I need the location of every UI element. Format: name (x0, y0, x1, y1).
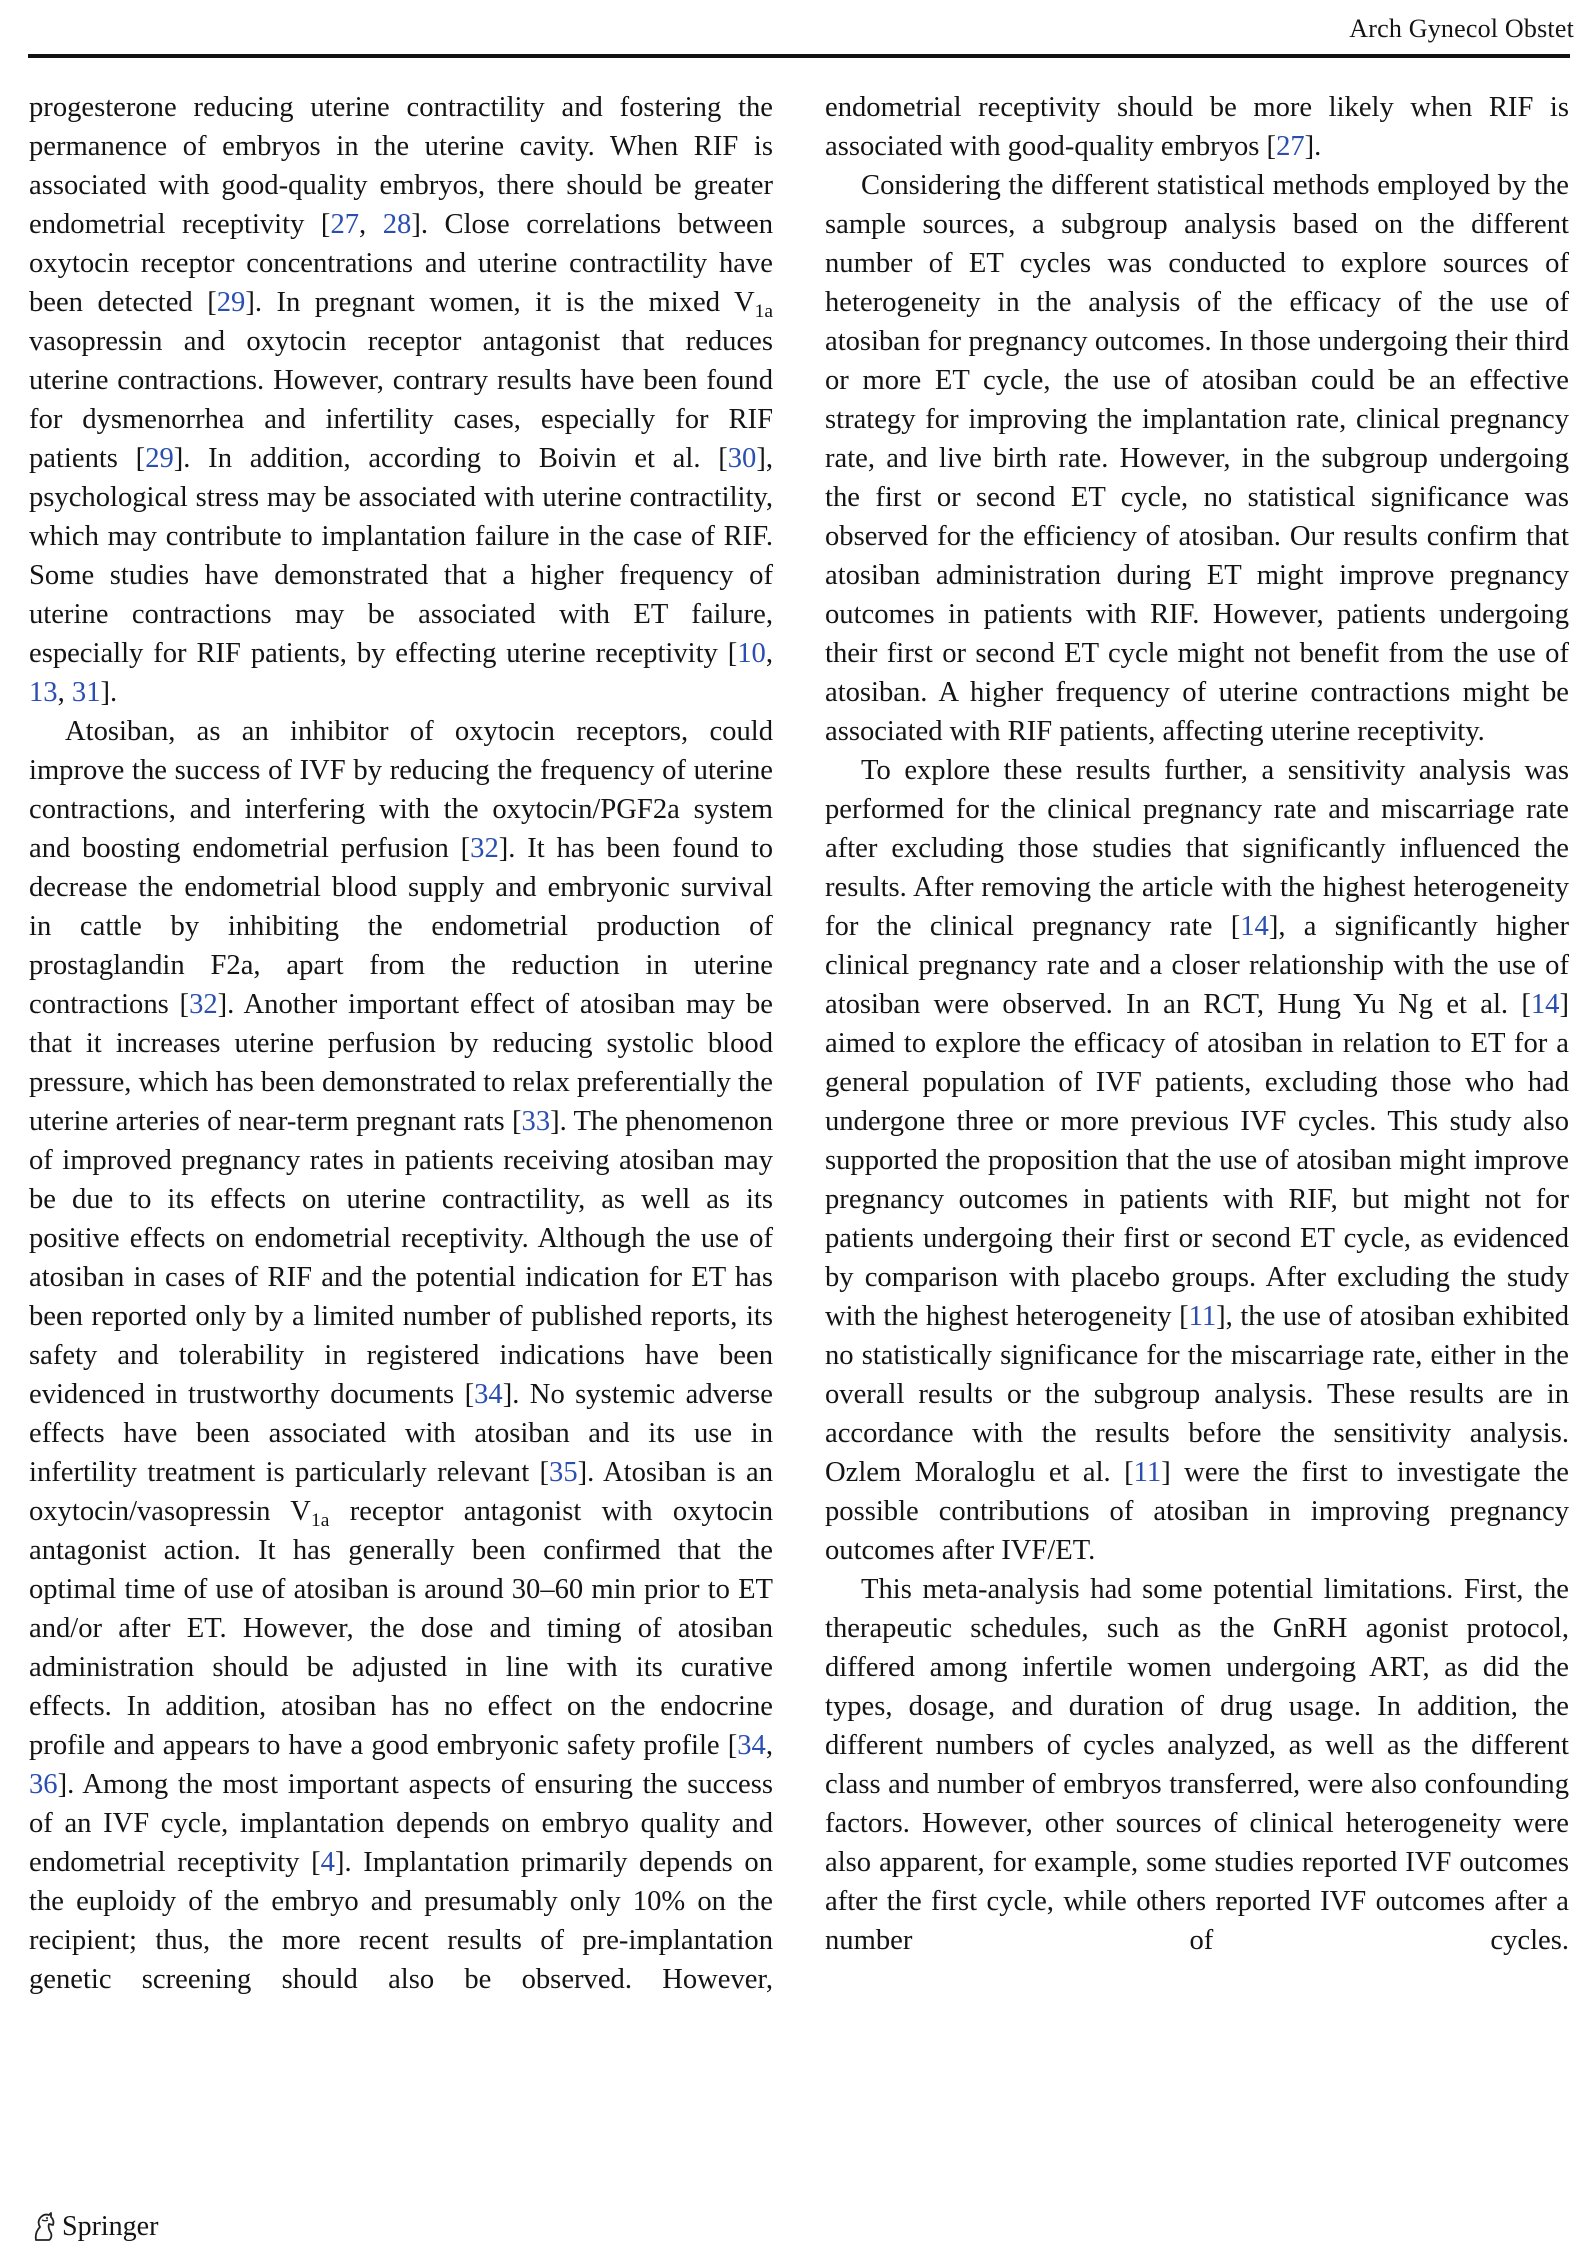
left-column (29, 88, 773, 1999)
citation-link[interactable]: 30 (727, 443, 757, 474)
left-paragraph-2: Atosiban, as an inhibitor of oxytocin receptors, could improve the success of IVF by reducing the frequency of uterine contractions, and interfering with the oxytocin/PGF2a system and boosting endometrial perfusion [32]. It has been found to decrease the endometrial blood supply and embryonic survival in cattle by inhibiting the endometrial production of prostaglandin F2a, apart from the reduction in uterine contractions [32]. Another important effect of atosiban may be that it increases uterine perfusion by reducing systolic blood pressure, which has been demonstrated to relax preferentially the uterine arteries of near-term pregnant rats [33]. The phenomenon of improved pregnancy rates in patients receiving atosiban may be due to its effects on uterine contractility, as well as its positive effects on endometrial receptivity. Although the use of atosiban in cases of RIF and the potential indication for ET has been reported only by a limited number of published reports, its safety and tolerability in registered indications have been evidenced in trustworthy documents [34]. No systemic adverse effects have been associated with atosiban and its use in infertility treatment is particularly relevant [35]. Atosiban is an oxytocin/vasopressin $V_{1a}$ receptor antagonist with oxytocin antagonist action. It has generally been confirmed that the optimal time of use of atosiban is around 30–60 min prior to ET and/or after ET. However, the dose and timing of atosiban administration should be adjusted in line with its curative effects. In addition, atosiban has no effect on the endocrine profile and appears to have a good embryonic safety profile [34, 36]. Among the most important aspects of ensuring the success of an IVF cycle, implantation depends on embryo quality and endometrial receptivity [4]. Implantation primarily depends on the euploidy of the embryo and presumably only 10% on the recipient; thus, the more recent results of pre-implantation genetic screening should also be observed. However, (29, 716, 774, 1995)
citation-link[interactable]: 35 (549, 1457, 578, 1488)
citation-link[interactable]: 36 (29, 1769, 58, 1800)
citation-link[interactable]: 31 (71, 677, 101, 708)
citation-link[interactable]: 4 (320, 1847, 335, 1878)
citation-link[interactable]: 13 (29, 677, 58, 708)
springer-horse-icon (30, 2212, 56, 2242)
citation-link[interactable]: 27 (330, 209, 360, 240)
citation-link[interactable]: 14 (1530, 989, 1560, 1020)
citation-link[interactable]: 29 (216, 287, 246, 318)
footer-publisher (30, 2207, 158, 2247)
citation-link[interactable]: 10 (737, 638, 766, 669)
publisher-name: Springer (62, 2211, 159, 2242)
right-column (825, 88, 1569, 1960)
citation-link[interactable]: 14 (1240, 911, 1269, 942)
citation-link[interactable]: 28 (382, 209, 412, 240)
citation-link[interactable]: 32 (470, 833, 499, 864)
citation-link[interactable]: 27 (1276, 131, 1305, 162)
running-head-journal: Arch Gynecol Obstet (1349, 14, 1574, 43)
right-paragraph-3: To explore these results further, a sensitivity analysis was performed for the clinical pregnancy rate and miscarriage rate after excluding those studies that significantly influenced the results. After removing the article with the highest heterogeneity for the clinical pregnancy rate [14], a significantly higher clinical pregnancy rate and a closer relationship with the use of atosiban were observed. In an RCT, Hung Yu Ng et al. [14] aimed to explore the efficacy of atosiban in relation to ET for a general population of IVF patients, excluding those who had undergone three or more previous IVF cycles. This study also supported the proposition that the use of atosiban might improve pregnancy outcomes in patients with RIF, but might not for patients undergoing their first or second ET cycle, as evidenced by comparison with placebo groups. After excluding the study with the highest heterogeneity [11], the use of atosiban exhibited no statistically significance for the miscarriage rate, either in the overall results or the subgroup analysis. These results are in accordance with the results before the sensitivity analysis. Ozlem Moraloglu et al. [11] were the first to investigate the possible contributions of atosiban in improving pregnancy outcomes after IVF/ET. (825, 755, 1569, 1566)
left-paragraph-1: progesterone reducing uterine contractility and fostering the permanence of embryos in the uterine cavity. When RIF is associated with good-quality embryos, there should be greater endometrial receptivity [27, 28]. Close correlations between oxytocin receptor concentrations and uterine contractility have been detected [29]. In pregnant women, it is the mixed $V_{1a}$ vasopressin and oxytocin receptor antagonist that reduces uterine contractions. However, contrary results have been found for dysmenorrhea and infertility cases, especially for RIF patients [29]. In addition, according to Boivin et al. [30], psychological stress may be associated with uterine contractility, which may contribute to implantation failure in the case of RIF. Some studies have demonstrated that a higher frequency of uterine contractions may be associated with ET failure, especially for RIF patients, by effecting uterine receptivity [10, 13, 31]. (29, 92, 773, 708)
citation-link[interactable]: 34 (474, 1379, 503, 1410)
citation-link[interactable]: 11 (1133, 1457, 1162, 1488)
right-paragraph-2: Considering the different statistical methods employed by the sample sources, a subgroup analysis based on the different number of ET cycles was conducted to explore sources of heterogeneity in the analysis of the efficacy of the use of atosiban for pregnancy outcomes. In those undergoing their third or more ET cycle, the use of atosiban could be an effective strategy for improving the implantation rate, clinical pregnancy rate, and live birth rate. However, in the subgroup undergoing the first or second ET cycle, no statistical significance was observed for the efficiency of atosiban. Our results confirm that atosiban administration during ET might improve pregnancy outcomes in patients with RIF. However, patients undergoing their first or second ET cycle might not benefit from the use of atosiban. A higher frequency of uterine contractions might be associated with RIF patients, affecting uterine receptivity. (825, 170, 1569, 747)
citation-link[interactable]: 11 (1188, 1301, 1217, 1332)
subscript: 1a (310, 1509, 330, 1531)
citation-link[interactable]: 29 (145, 443, 174, 474)
citation-link[interactable]: 33 (521, 1106, 551, 1137)
citation-link[interactable]: 32 (189, 989, 218, 1020)
right-paragraph-4: This meta-analysis had some potential limitations. First, the therapeutic schedules, such as the GnRH agonist protocol, differed among infertile women undergoing ART, as did the types, dosage, and duration of drug usage. In addition, the different numbers of cycles analyzed, as well as the different class and number of embryos transferred, were also confounding factors. However, other sources of clinical heterogeneity were also apparent, for example, some studies reported IVF outcomes after the first cycle, while others reported IVF outcomes after a number of cycles. (825, 1574, 1569, 1956)
header-rule (28, 54, 1570, 58)
right-paragraph-1: endometrial receptivity should be more likely when RIF is associated with good-quality embryos [27]. (825, 92, 1569, 162)
citation-link[interactable]: 34 (737, 1730, 766, 1761)
subscript: 1a (754, 300, 773, 322)
